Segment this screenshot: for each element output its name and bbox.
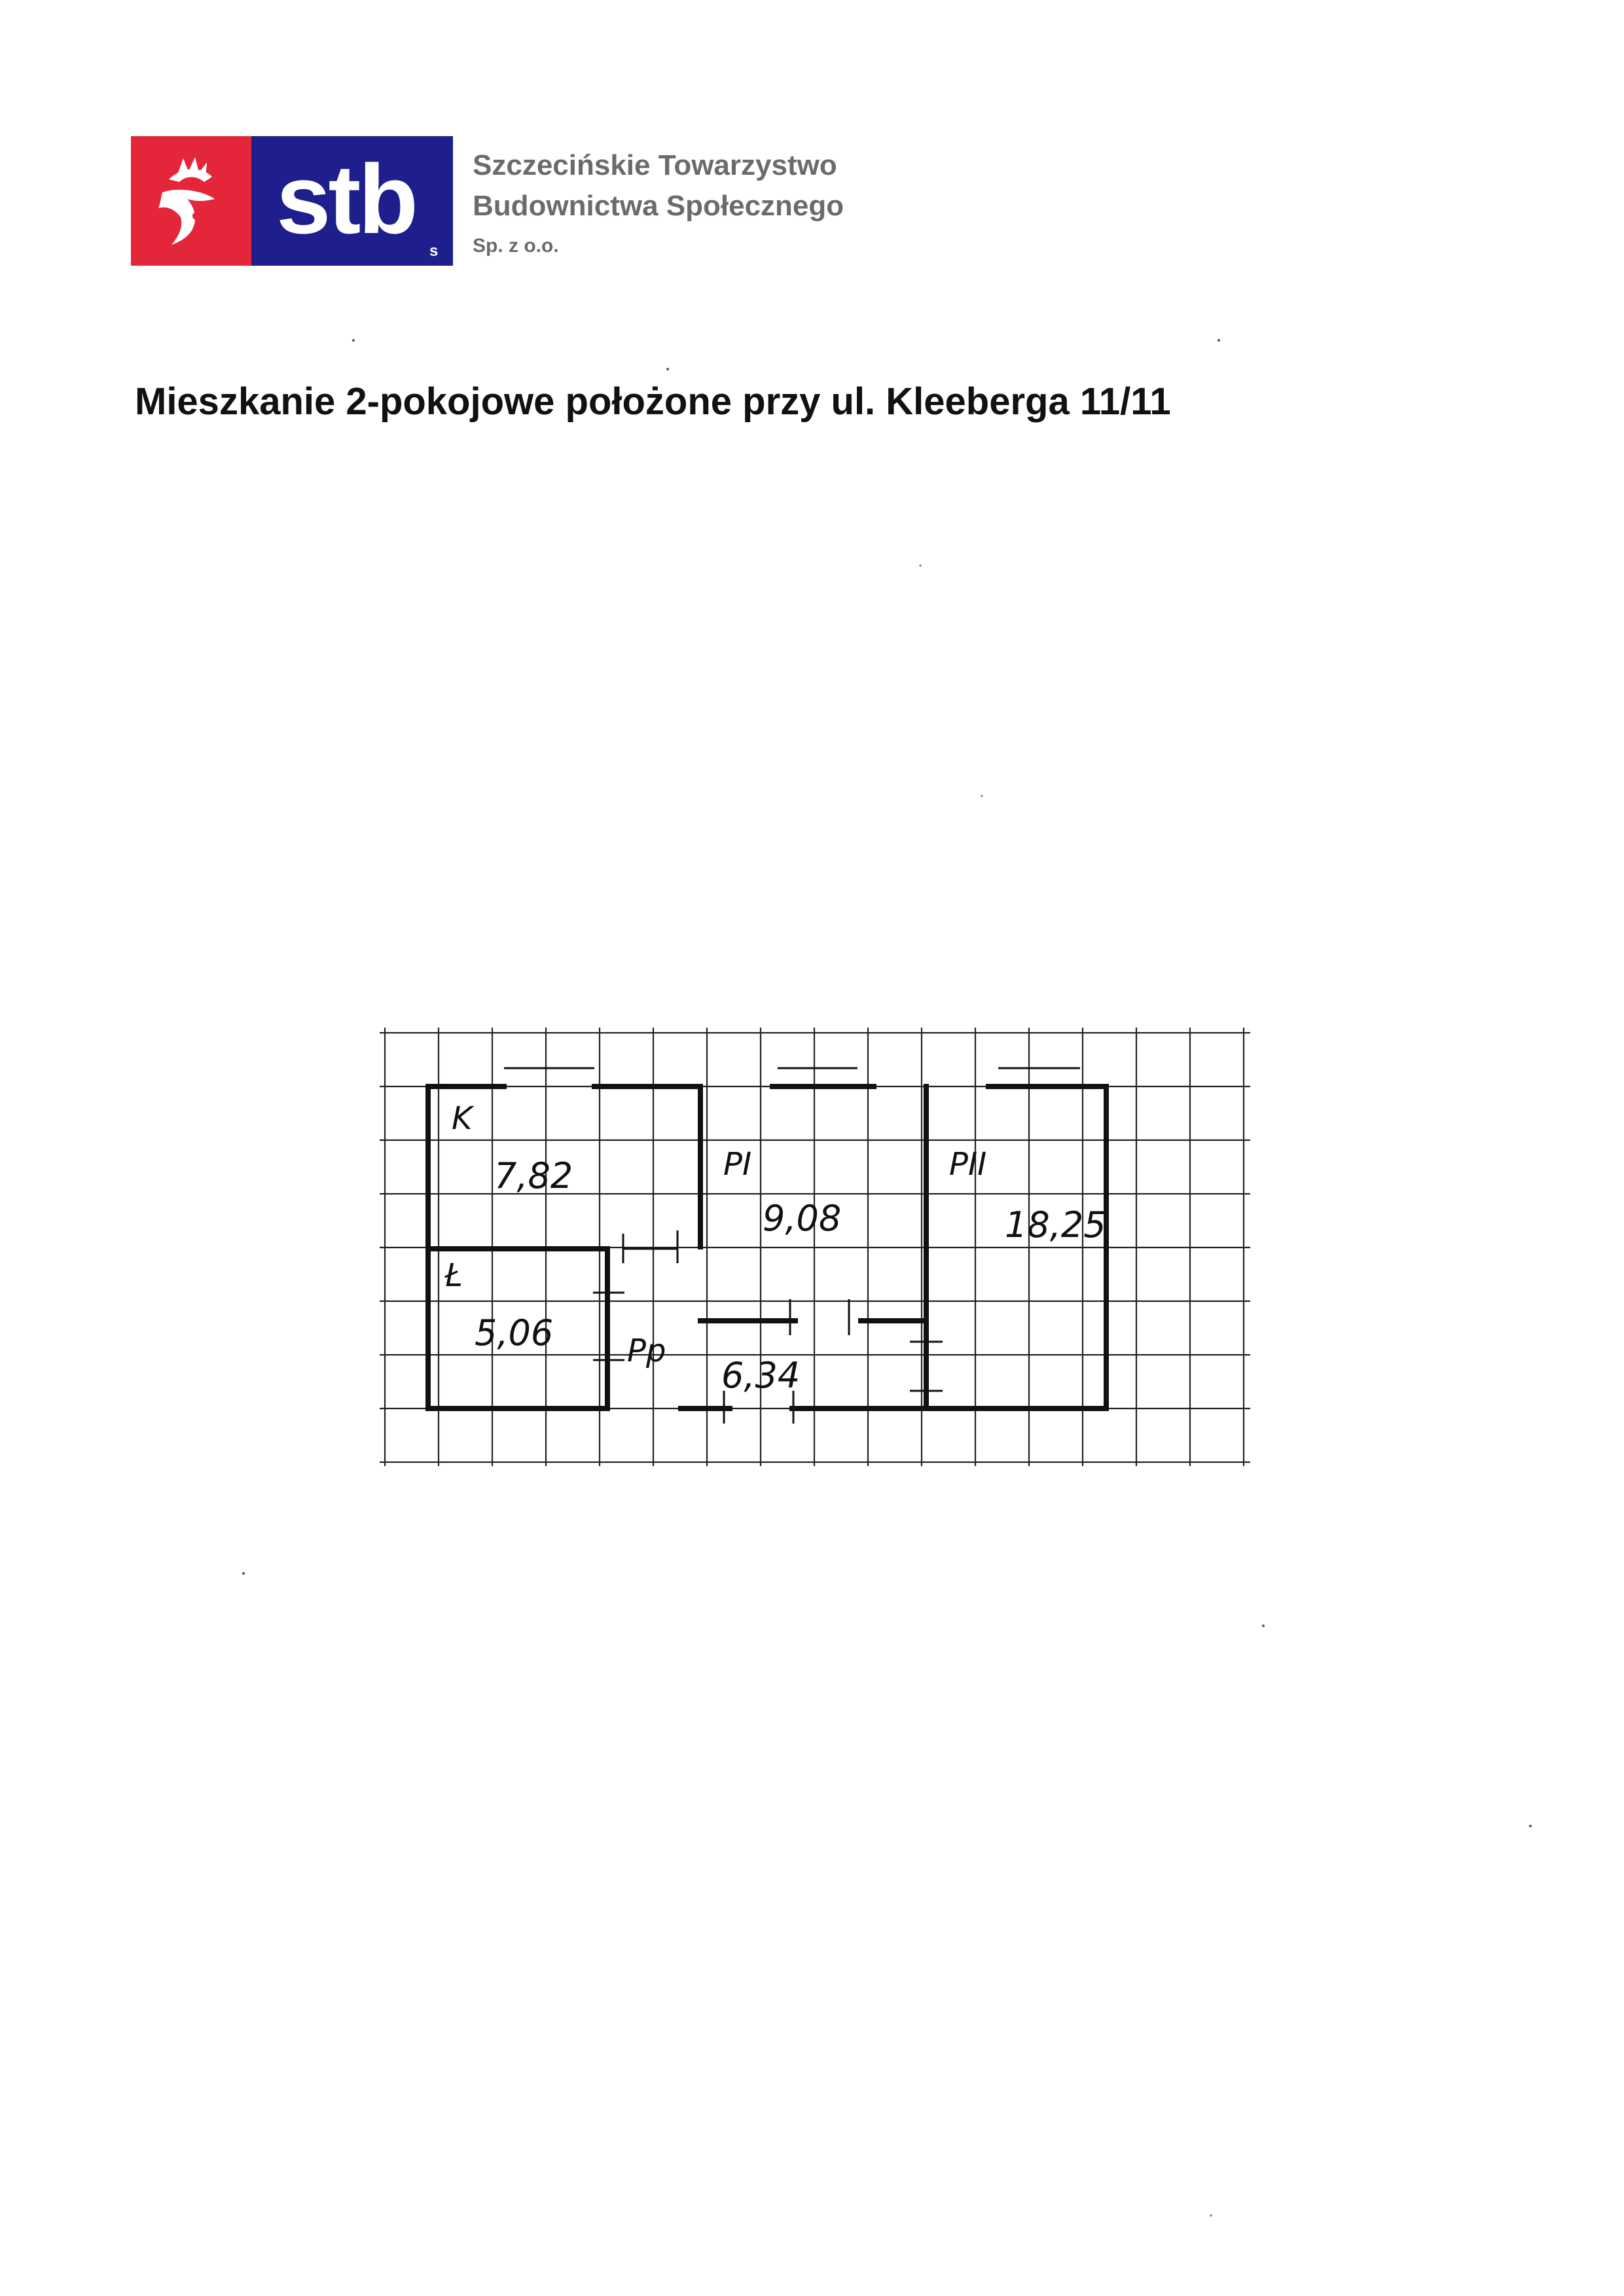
logo-s-text: s bbox=[429, 242, 439, 260]
logo-red-panel bbox=[131, 136, 251, 266]
company-name-line2: Budownictwa Społecznego bbox=[473, 190, 844, 222]
stb-logo bbox=[131, 136, 453, 266]
room-code-label: Ł bbox=[445, 1257, 463, 1294]
griffin-emblem-icon bbox=[149, 153, 233, 249]
room-area-label: 5,06 bbox=[475, 1312, 554, 1354]
room-code-label: PII bbox=[949, 1146, 987, 1183]
room-area-label: 6,34 bbox=[721, 1355, 801, 1396]
room-area-label: 9,08 bbox=[763, 1198, 842, 1239]
page-header bbox=[0, 0, 1624, 314]
room-code-label: K bbox=[452, 1100, 473, 1137]
logo-blue-panel bbox=[251, 136, 453, 266]
room-code-label: PI bbox=[723, 1146, 752, 1183]
logo-stb-text: stb bbox=[276, 144, 416, 254]
document-title: Mieszkanie 2-pokojowe położone przy ul. Kleeberga 11/11 bbox=[135, 380, 1171, 423]
company-name-line1: Szczecińskie Towarzystwo bbox=[473, 149, 837, 181]
company-name bbox=[473, 145, 844, 266]
room-area-label: 18,25 bbox=[1005, 1204, 1106, 1246]
floor-plan-drawing bbox=[380, 1021, 1257, 1479]
room-area-label: 7,82 bbox=[494, 1155, 573, 1196]
floor-plan bbox=[380, 1021, 1257, 1479]
company-legal-form: Sp. z o.o. bbox=[473, 235, 559, 257]
room-code-label: Pp bbox=[627, 1333, 666, 1369]
